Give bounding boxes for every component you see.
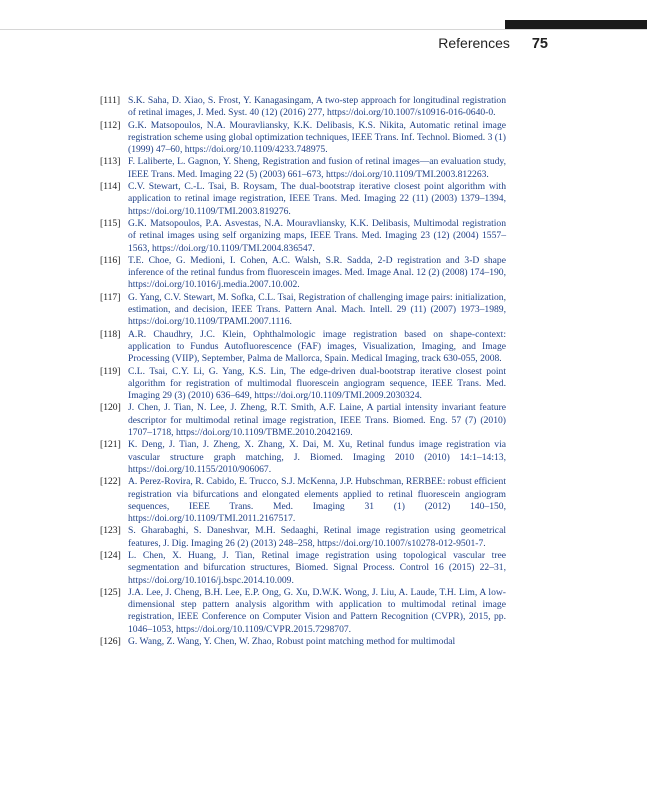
header-accent-bar xyxy=(505,20,647,29)
running-head xyxy=(438,35,548,52)
reference-number: [113] xyxy=(100,156,121,168)
reference-text[interactable]: G. Wang, Z. Wang, Y. Chen, W. Zhao, Robust point matching method for multimodal xyxy=(128,636,456,648)
reference-text[interactable]: C.V. Stewart, C.-L. Tsai, B. Roysam, The dual-bootstrap iterative closest point algorithm with application to retinal image registration, IEEE Trans. Med. Imaging 22 (11) (2003) 1379–1394, https://doi.org/10.1109/TMI.2003.819276. xyxy=(128,181,506,217)
reference-text[interactable]: A.R. Chaudhry, J.C. Klein, Ophthalmologic image registration based on shape-context: application to Fundus Autofluorescence (FAF) images, Visualization, Imaging, and Image Processing (VIIP), September, Palma de Mallorca, Spain. Medical Imaging, track 630-055, 2008. xyxy=(128,328,506,365)
reference-number: [112] xyxy=(100,119,121,131)
reference-number: [123] xyxy=(100,525,121,537)
reference-number: [119] xyxy=(100,365,121,377)
header-rule xyxy=(0,29,647,30)
reference-text[interactable]: G.K. Matsopoulos, N.A. Mouravliansky, K.K. Delibasis, K.S. Nikita, Automatic retinal image registration scheme using global optimization techniques, IEEE Trans. Inf. Technol. Biomed. 3 (1) (1999) 47–60, https://doi.org/10.1109/4233.748975. xyxy=(128,119,506,156)
reference-item xyxy=(100,587,506,636)
reference-text[interactable]: C.L. Tsai, C.Y. Li, G. Yang, K.S. Lin, The edge-driven dual-bootstrap iterative closest point algorithm for registration of multimodal fluorescein angiogram sequence, IEEE Trans. Med. Imaging 29 (3) (2010) 636–649, https://doi.org/10.1109/TMI.2009.2030324. xyxy=(128,365,506,402)
reference-number: [125] xyxy=(100,586,121,598)
reference-item xyxy=(100,439,506,476)
reference-text[interactable]: S. Gharabaghi, S. Daneshvar, M.H. Sedaaghi, Retinal image registration using geometrical features, J. Dig. Imaging 26 (2) (2013) 248–258, https://doi.org/10.1007/s10278-012-9501-7. xyxy=(128,525,506,549)
reference-text[interactable]: G.K. Matsopoulos, P.A. Asvestas, N.A. Mouravliansky, K.K. Delibasis, Multimodal registration of retinal images using self organizing maps, IEEE Trans. Med. Imaging 23 (12) (2004) 1557–1563, https://doi.org/10.1109/TMI.2004.836547. xyxy=(128,217,506,254)
reference-number: [111] xyxy=(100,95,121,106)
reference-item xyxy=(100,95,506,120)
reference-item xyxy=(100,476,506,525)
reference-number: [116] xyxy=(100,254,121,266)
reference-text[interactable]: J. Chen, J. Tian, N. Lee, J. Zheng, R.T. Smith, A.F. Laine, A partial intensity invariant feature descriptor for multimodal retinal image registration, IEEE Trans. Biomed. Eng. 57 (7) (2010) 1707–1718, https://doi.org/10.1109/TBME.2010.2042169. xyxy=(128,402,506,439)
reference-text[interactable]: F. Laliberte, L. Gagnon, Y. Sheng, Registration and fusion of retinal images—an evaluation study, IEEE Trans. Med. Imaging 22 (5) (2003) 661–673, https://doi.org/10.1109/TMI.2003.812263. xyxy=(128,156,506,180)
reference-item xyxy=(100,525,506,550)
reference-item xyxy=(100,218,506,255)
reference-text[interactable]: A. Perez-Rovira, R. Cabido, E. Trucco, S.J. McKenna, J.P. Hubschman, RERBEE: robust efficient registration via bifurcations and elongated elements applied to retinal fluorescein angiogram sequences, IEEE Trans. Med. Imaging 31 (1) (2012) 140–150, https://doi.org/10.1109/TMI.2011.2167517. xyxy=(128,476,506,525)
reference-item xyxy=(100,550,506,587)
section-title: References xyxy=(438,35,510,51)
reference-number: [121] xyxy=(100,439,121,451)
page-number: 75 xyxy=(531,36,548,52)
reference-text[interactable]: L. Chen, X. Huang, J. Tian, Retinal image registration using topological vascular tree segmentation and bifurcation structures, Biomed. Signal Process. Control 16 (2015) 22–31, https://doi.org/10.1016/j.bspc.2014.10.009. xyxy=(128,549,506,586)
reference-number: [124] xyxy=(100,549,121,561)
reference-item xyxy=(100,402,506,439)
reference-item xyxy=(100,636,506,648)
reference-number: [117] xyxy=(100,291,121,303)
reference-item xyxy=(100,120,506,157)
reference-text[interactable]: T.E. Choe, G. Medioni, I. Cohen, A.C. Walsh, S.R. Sadda, 2-D registration and 3-D shape inference of the retinal fundus from fluorescein images. Med. Image Anal. 12 (2) (2008) 174–190, https://doi.org/10.1016/j.media.2007.10.002. xyxy=(128,254,506,291)
reference-text[interactable]: K. Deng, J. Tian, J. Zheng, X. Zhang, X. Dai, M. Xu, Retinal fundus image registration via vascular structure graph matching, J. Biomed. Imaging 2010 (2010) 14:1–14:13, https://doi.org/10.1155/2010/906067. xyxy=(128,439,506,475)
reference-number: [114] xyxy=(100,181,121,193)
reference-text[interactable]: S.K. Saha, D. Xiao, S. Frost, Y. Kanagasingam, A two-step approach for longitudinal registration of retinal images, J. Med. Syst. 40 (12) (2016) 277, https://doi.org/10.1007/s10916-016-0640-0. xyxy=(128,95,506,119)
reference-number: [115] xyxy=(100,217,121,229)
reference-item xyxy=(100,329,506,366)
reference-item xyxy=(100,156,506,181)
reference-number: [122] xyxy=(100,476,121,488)
reference-item xyxy=(100,366,506,403)
reference-text[interactable]: G. Yang, C.V. Stewart, M. Sofka, C.L. Tsai, Registration of challenging image pairs: initialization, estimation, and decision, IEEE Trans. Pattern Anal. Mach. Intell. 29 (11) (2007) 1973–1989, https://doi.org/10.1109/TPAMI.2007.1116. xyxy=(128,291,506,328)
reference-number: [120] xyxy=(100,402,121,414)
reference-item xyxy=(100,292,506,329)
reference-number: [126] xyxy=(100,636,121,648)
reference-number: [118] xyxy=(100,328,121,340)
reference-text[interactable]: J.A. Lee, J. Cheng, B.H. Lee, E.P. Ong, G. Xu, D.W.K. Wong, J. Liu, A. Laude, T.H. Lim, A low-dimensional step pattern analysis algorithm with application to multimodal retinal image registration, IEEE Conference on Computer Vision and Pattern Recognition (CVPR), 2015, pp. 1046–1053, https://doi.org/10.1109/CVPR.2015.7298707. xyxy=(128,586,506,635)
reference-item xyxy=(100,181,506,218)
reference-item xyxy=(100,255,506,292)
reference-list xyxy=(100,95,506,648)
